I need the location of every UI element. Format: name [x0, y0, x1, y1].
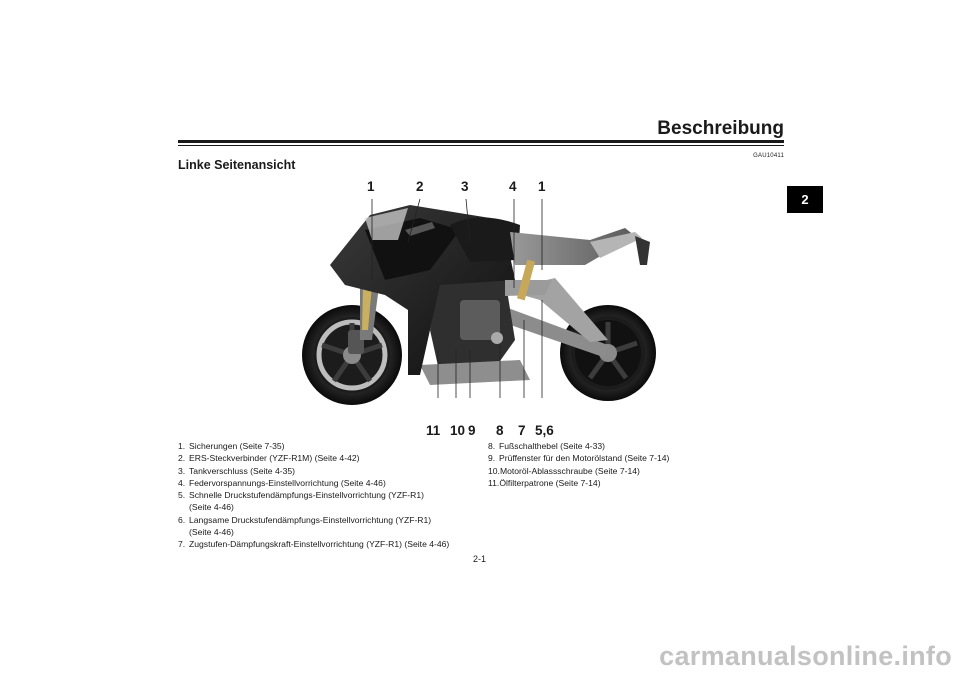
- chapter-title: Beschreibung: [657, 118, 784, 139]
- front-wheel: [302, 305, 402, 405]
- legend-item: [488, 477, 788, 489]
- callout-4: 4: [509, 179, 517, 194]
- callout-9: 9: [468, 423, 476, 438]
- legend-text: Motoröl-Ablassschraube (Seite 7-14): [499, 465, 640, 476]
- callout-3: 3: [461, 179, 469, 194]
- legend-item: [488, 452, 788, 464]
- legend-item: [178, 514, 478, 526]
- legend-number: 5.: [178, 490, 186, 501]
- legend-right: [488, 440, 788, 489]
- callout-2: 2: [416, 179, 424, 194]
- chapter-tab[interactable]: 2: [787, 186, 823, 213]
- legend-number: 4.: [178, 477, 186, 488]
- page-number: 2-1: [473, 554, 487, 564]
- legend-item: [178, 477, 478, 489]
- legend-number: 3.: [178, 465, 186, 476]
- document-code: GAU10411: [753, 153, 784, 159]
- callout-10: 10: [450, 423, 466, 438]
- legend-text: Langsame Druckstufendämpfungs-Einstellvorrichtung (YZF-R1): [189, 514, 432, 525]
- header-rule: [178, 140, 784, 143]
- legend-item: [488, 440, 788, 452]
- legend-item: [178, 489, 478, 501]
- legend-text: Ölfilterpatrone (Seite 7-14): [499, 477, 601, 488]
- legend-number: 10.: [488, 465, 500, 476]
- callout-5-6: 5,6: [535, 423, 554, 438]
- legend-text: Schnelle Druckstufendämpfungs-Einstellvorrichtung (YZF-R1): [189, 490, 424, 501]
- legend-number: 1.: [178, 441, 186, 451]
- legend-item: [488, 465, 788, 477]
- legend-item: [178, 440, 478, 452]
- legend-left: [178, 440, 478, 551]
- legend-text: Prüffenster für den Motorölstand (Seite 7-14): [499, 453, 670, 464]
- legend-text: Sicherungen (Seite 7-35): [189, 441, 285, 451]
- legend-text: ERS-Steckverbinder (YZF-R1M) (Seite 4-42): [189, 453, 360, 464]
- section-title: Linke Seitenansicht: [178, 158, 296, 172]
- legend-item: [178, 452, 478, 464]
- watermark: carmanualsonline.info: [659, 641, 952, 671]
- legend-text: Fußschalthebel (Seite 4-33): [499, 441, 606, 451]
- callout-7: 7: [518, 423, 526, 438]
- legend-number: 6.: [178, 514, 186, 525]
- legend-number: 8.: [488, 441, 496, 451]
- legend-number: 11.: [488, 477, 500, 488]
- legend-number: 7.: [178, 539, 186, 550]
- legend-text: Tankverschluss (Seite 4-35): [189, 465, 296, 476]
- callout-1-right: 1: [538, 179, 546, 194]
- header-rule-thin: [178, 145, 784, 146]
- legend-text: Federvorspannungs-Einstellvorrichtung (Seite 4-46): [189, 477, 386, 488]
- legend-text: Zugstufen-Dämpfungskraft-Einstellvorrichtung (YZF-R1) (Seite 4-46): [189, 539, 450, 550]
- legend-item: [178, 538, 478, 550]
- motorcycle-illustration: [290, 170, 670, 440]
- legend-number: 2.: [178, 453, 186, 464]
- legend-text-continued: (Seite 4-46): [189, 527, 234, 538]
- callout-8: 8: [496, 423, 504, 438]
- legend-item: [178, 526, 478, 538]
- callout-1-left: 1: [367, 179, 375, 194]
- callout-11: 11: [426, 423, 441, 438]
- legend-number: 9.: [488, 453, 496, 464]
- legend-text-continued: (Seite 4-46): [189, 502, 234, 513]
- legend-item: [178, 465, 478, 477]
- legend-item: [178, 501, 478, 513]
